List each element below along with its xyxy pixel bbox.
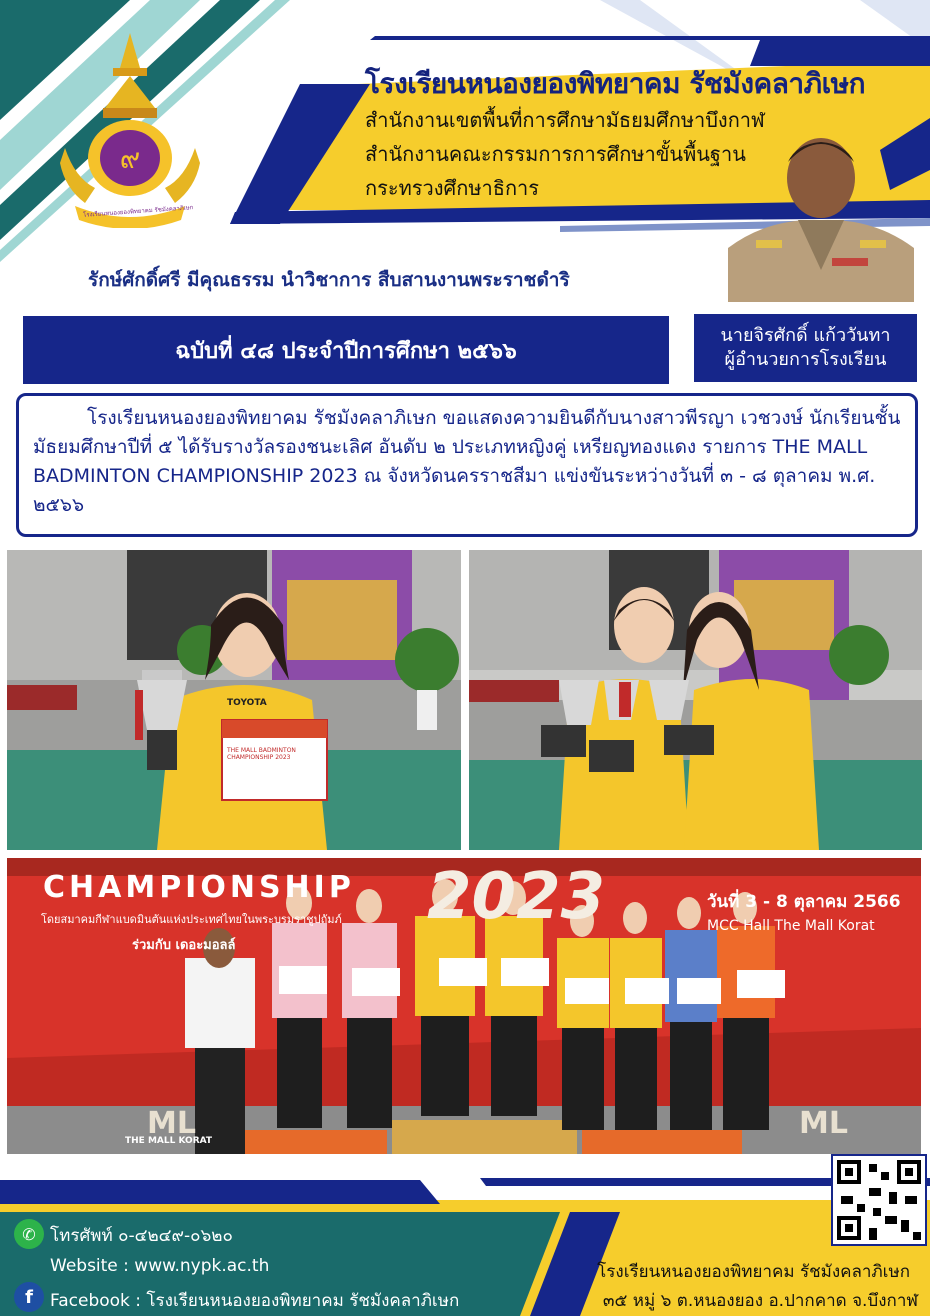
svg-text:๙: ๙ xyxy=(119,142,141,175)
banner-championship: CHAMPIONSHIP xyxy=(43,870,355,905)
website-link[interactable]: Website : www.nypk.ac.th xyxy=(50,1256,270,1276)
director-name: นายจิรศักดิ์ แก้ววันทา xyxy=(720,324,891,346)
office-line1: สำนักงานเขตพื้นที่การศึกษามัธยมศึกษาบึงกาฬ xyxy=(365,108,765,132)
banner-date: วันที่ 3 - 8 ตุลาคม 2566 xyxy=(707,892,901,912)
facebook-link[interactable]: Facebook : โรงเรียนหนองยองพิทยาคม รัชมังคลาภิเษก xyxy=(50,1291,460,1311)
certificate-text: THE MALL BADMINTON CHAMPIONSHIP 2023 xyxy=(227,747,296,762)
svg-text:ML: ML xyxy=(799,1106,848,1141)
news-box xyxy=(16,393,918,537)
director-photo xyxy=(728,120,914,302)
photo-award-pair xyxy=(469,550,922,850)
phone-number: โทรศัพท์ ๐-๔๒๔๙-๐๖๒๐ xyxy=(50,1226,233,1246)
banner-partner: ร่วมกับ เดอะมอลล์ xyxy=(132,938,236,953)
address-line2: ๓๕ หมู่ ๖ ต.หนองยอง อ.ปากคาด จ.บึงกาฬ xyxy=(602,1291,918,1311)
logo-caption: โรงเรียนหนองยองพิทยาคม รัชมังคลาภิเษก xyxy=(82,204,194,219)
news-body: โรงเรียนหนองยองพิทยาคม รัชมังคลาภิเษก ขอแสดงความยินดีกับนางสาวพีรญา เวชวงษ์ นักเรียนชั้นมัธยมศึกษาปีที่ ๕ ได้รับรางวัลรองชนะเลิศ อันดับ ๒ ประเภทหญิงคู่ เหรียญทองแดง รายการ THE MALL BADMINTON CHAMPIONSHIP 2023 ณ จังหวัดนครราชสีมา แข่งขันระหว่างวันที่ ๓ - ๘ ตุลาคม พ.ศ. ๒๕๖๖ xyxy=(33,407,901,516)
sponsor-the-mall: THE MALL KORAT xyxy=(125,1136,213,1146)
svg-text:ML: ML xyxy=(147,1106,196,1141)
address-line1: โรงเรียนหนองยองพิทยาคม รัชมังคลาภิเษก xyxy=(597,1262,910,1282)
school-name: โรงเรียนหนองยองพิทยาคม รัชมังคลาภิเษก xyxy=(365,67,866,100)
issue-label: ฉบับที่ ๔๘ ประจำปีการศึกษา ๒๕๖๖ xyxy=(175,338,517,364)
shirt-sponsor-text: TOYOTA xyxy=(227,698,267,708)
banner-year: 2023 xyxy=(427,860,606,934)
photo-podium xyxy=(7,858,921,1154)
banner-venue: MCC Hall The Mall Korat xyxy=(707,918,875,934)
banner-organizer: โดยสมาคมกีฬาแบดมินตันแห่งประเทศไทยในพระบรมราชูปถัมภ์ xyxy=(41,913,342,926)
facebook-icon: f xyxy=(14,1282,44,1312)
office-line2: สำนักงานคณะกรรมการการศึกษาขั้นพื้นฐาน xyxy=(365,142,746,166)
photo-award-single xyxy=(7,550,461,850)
qr-code[interactable] xyxy=(831,1154,927,1246)
director-label-box xyxy=(694,314,917,382)
school-motto: รักษ์ศักดิ์ศรี มีคุณธรรม นำวิชาการ สืบสานงานพระราชดำริ xyxy=(88,269,570,291)
school-logo xyxy=(55,28,205,228)
director-title: ผู้อำนวยการโรงเรียน xyxy=(724,349,887,370)
issue-banner xyxy=(23,316,669,384)
ministry-name: กระทรวงศึกษาธิการ xyxy=(365,176,540,200)
phone-icon: ✆ xyxy=(14,1219,44,1249)
